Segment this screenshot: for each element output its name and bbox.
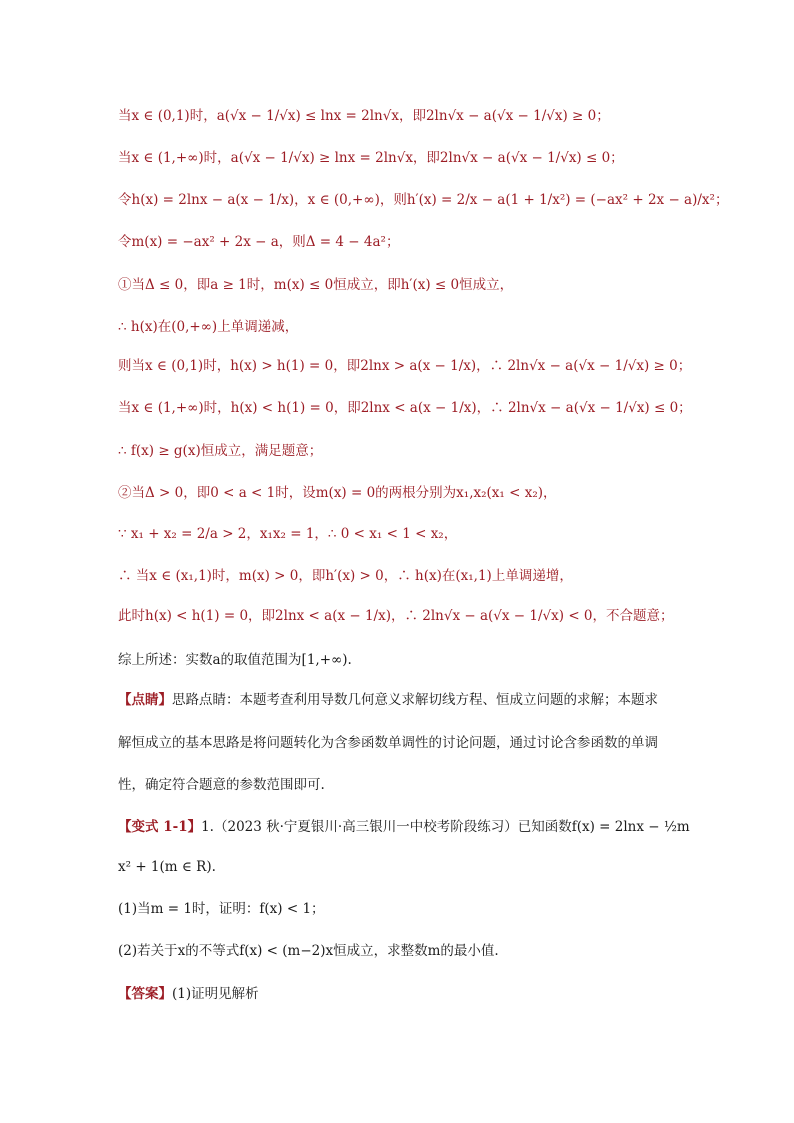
solution-conclusion: 综上所述：实数a的取值范围为[1,+∞). bbox=[118, 652, 352, 668]
solution-line-1: 当x ∈ (0,1)时，a(√x − 1/√x) ≤ lnx = 2ln√x，即2ln√x − a(√x − 1/√x) ≥ 0； bbox=[118, 108, 610, 124]
variant-tag: 【变式 1-1】 bbox=[118, 819, 202, 835]
variant-line-1 bbox=[118, 817, 690, 837]
solution-line-9: ∴ f(x) ≥ g(x)恒成立，满足题意； bbox=[118, 443, 323, 459]
question-1: (1)当m = 1时，证明：f(x) < 1； bbox=[118, 901, 325, 917]
solution-line-6: ∴ h(x)在(0,+∞)上单调递减， bbox=[118, 319, 299, 335]
solution-line-8: 当x ∈ (1,+∞)时，h(x) < h(1) = 0，即2lnx < a(x − 1/x)，∴ 2ln√x − a(√x − 1/√x) ≤ 0； bbox=[118, 400, 692, 416]
solution-line-13: 此时h(x) < h(1) = 0，即2lnx < a(x − 1/x)，∴ 2ln√x − a(√x − 1/√x) < 0，不合题意； bbox=[118, 608, 674, 624]
comment-text-1: 思路点睛：本题考查利用导数几何意义求解切线方程、恒成立问题的求解；本题求 bbox=[172, 692, 658, 708]
comment-line-2: 解恒成立的基本思路是将问题转化为含参函数单调性的讨论问题，通过讨论含参函数的单调 bbox=[118, 735, 658, 751]
solution-line-7: 则当x ∈ (0,1)时，h(x) > h(1) = 0，即2lnx > a(x − 1/x)，∴ 2ln√x − a(√x − 1/√x) ≥ 0； bbox=[118, 358, 692, 374]
solution-line-4: 令m(x) = −ax² + 2x − a，则Δ = 4 − 4a²； bbox=[118, 234, 400, 250]
solution-line-3: 令h(x) = 2lnx − a(x − 1/x)，x ∈ (0,+∞)，则h′(x) = 2/x − a(1 + 1/x²) = (−ax² + 2x − a)/x²； bbox=[118, 192, 729, 208]
solution-line-10: ②当Δ > 0，即0 < a < 1时，设m(x) = 0的两根分别为x₁,x₂(x₁ < x₂)， bbox=[118, 485, 557, 501]
answer-line bbox=[118, 984, 678, 1004]
variant-text-1: 1.（2023 秋·宁夏银川·高三银川一中校考阶段练习）已知函数f(x) = 2lnx − ½m bbox=[201, 819, 690, 835]
answer-tag: 【答案】 bbox=[118, 986, 172, 1002]
solution-line-5: ①当Δ ≤ 0，即a ≥ 1时，m(x) ≤ 0恒成立，即h′(x) ≤ 0恒成立， bbox=[118, 277, 514, 293]
question-2: (2)若关于x的不等式f(x) < (m−2)x恒成立，求整数m的最小值. bbox=[118, 943, 499, 959]
comment-tag: 【点睛】 bbox=[118, 692, 172, 708]
variant-line-2: x² + 1(m ∈ R). bbox=[118, 859, 216, 875]
solution-line-12: ∴ 当x ∈ (x₁,1)时，m(x) > 0，即h′(x) > 0，∴ h(x)在(x₁,1)上单调递增， bbox=[118, 568, 573, 584]
solution-line-11: ∵ x₁ + x₂ = 2/a > 2，x₁x₂ = 1，∴ 0 < x₁ < 1 < x₂， bbox=[118, 526, 458, 542]
comment-line-1 bbox=[118, 690, 678, 710]
solution-line-2: 当x ∈ (1,+∞)时，a(√x − 1/√x) ≥ lnx = 2ln√x，即2ln√x − a(√x − 1/√x) ≤ 0； bbox=[118, 150, 624, 166]
answer-text: (1)证明见解析 bbox=[172, 986, 259, 1002]
comment-line-3: 性，确定符合题意的参数范围即可. bbox=[118, 777, 325, 793]
